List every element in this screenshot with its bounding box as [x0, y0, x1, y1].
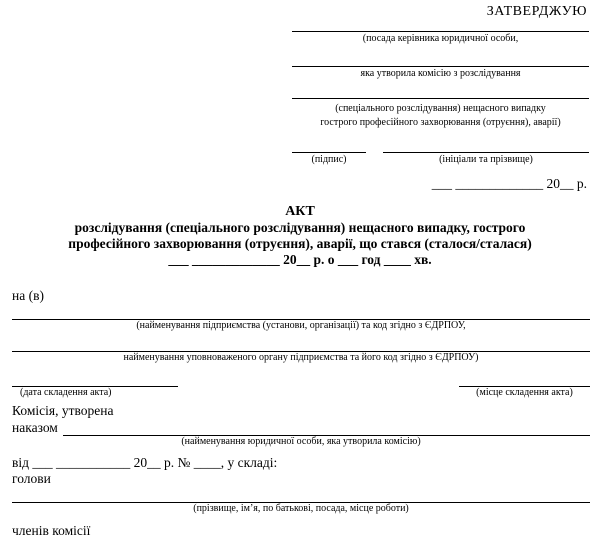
order-prefix-label: наказом — [12, 420, 58, 435]
act-date-blank-line — [12, 364, 178, 387]
act-date-caption: (дата складення акта) — [20, 387, 112, 398]
approve-heading: ЗАТВЕРДЖУЮ — [486, 4, 587, 19]
signature-row — [292, 130, 589, 166]
initials-field — [383, 130, 589, 166]
approver-commission-caption: яка утворила комісію з розслідування — [360, 68, 521, 79]
legal-entity-blank-line — [63, 419, 590, 436]
authority-blank-line — [12, 332, 590, 352]
legal-entity-caption: (найменування юридичної особи, яка утворила комісію) — [181, 436, 421, 447]
head-label: голови — [12, 471, 51, 486]
title-line-1: розслідування (спеціального розслідування) нещасного випадку, гострого — [74, 220, 526, 235]
order-field — [12, 419, 590, 436]
initials-caption: (ініціали та прізвище) — [439, 154, 533, 165]
investigation-type-field — [292, 80, 589, 130]
act-place-caption: (місце складення акта) — [476, 387, 573, 398]
members-label: членів комісії — [12, 523, 91, 538]
investigation-type-caption-line2: гострого професійного захворювання (отруєння), аварії) — [320, 117, 561, 128]
document-title-block — [0, 203, 600, 268]
approver-position-field — [292, 20, 589, 45]
head-name-blank-line — [12, 487, 590, 503]
enterprise-blank-line — [12, 304, 590, 320]
signature-field — [292, 130, 366, 166]
order-details-blank: від ___ ___________ 20__ р. № ____, у складі: — [12, 455, 278, 470]
authority-caption: найменування уповноваженого органу підприємства та його код згідно з ЄДРПОУ) — [123, 352, 479, 363]
location-prefix: на (в) — [12, 288, 44, 303]
act-place-blank-line — [459, 364, 590, 387]
act-date-field — [12, 364, 178, 399]
approver-commission-field — [292, 45, 589, 80]
title-datetime-blank: ___ _____________ 20__ р. о ___ год ____ хв. — [168, 252, 432, 267]
enterprise-caption: (найменування підприємства (установи, організації) та код згідно з ЄДРПОУ, — [136, 320, 466, 331]
person-caption: (прізвище, ім’я, по батькові, посада, місце роботи) — [193, 503, 409, 514]
approver-commission-blank-line — [292, 45, 589, 67]
approve-block — [292, 4, 589, 192]
signature-caption: (підпис) — [311, 154, 347, 165]
act-heading: АКТ — [285, 204, 315, 219]
investigation-type-caption-line1: (спеціального розслідування) нещасного випадку — [335, 103, 546, 114]
signature-blank-line — [292, 130, 366, 153]
commission-created-label: Комісія, утворена — [12, 403, 114, 418]
approve-date-blank: ___ _____________ 20__ р. — [431, 176, 587, 191]
form-body — [12, 288, 590, 539]
date-place-row — [12, 364, 590, 399]
act-place-field — [459, 364, 590, 399]
initials-blank-line — [383, 130, 589, 153]
title-line-2: професійного захворювання (отруєння), аварії, що стався (сталося/сталася) — [68, 236, 532, 251]
approver-position-blank-line — [292, 20, 589, 32]
approver-position-caption: (посада керівника юридичної особи, — [362, 33, 519, 44]
investigation-type-blank-line — [292, 80, 589, 99]
